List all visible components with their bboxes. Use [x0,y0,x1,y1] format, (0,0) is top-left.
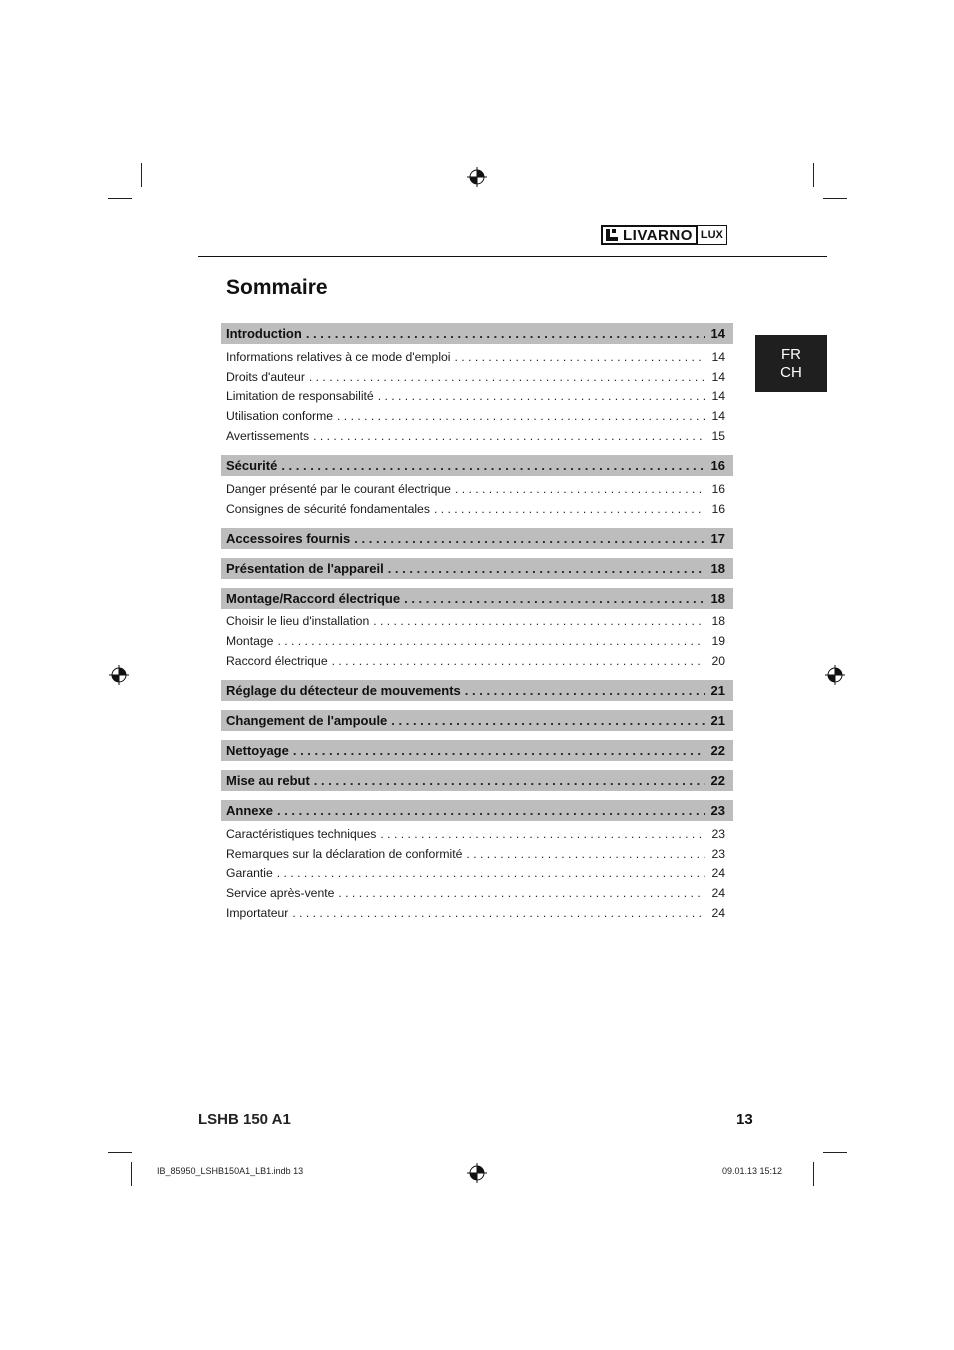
toc-section-page: 18 [710,590,725,606]
dot-leader [404,591,705,606]
toc-section-page: 22 [710,742,725,758]
toc-entry-label: Consignes de sécurité fondamentales [226,501,430,516]
dot-leader [277,803,705,818]
crop-mark [823,198,847,199]
logo-brand-text: LIVARNO [623,226,693,244]
toc-section-page: 22 [710,772,725,788]
toc-entry-page: 23 [711,846,725,861]
toc-entry-label: Choisir le lieu d'installation [226,614,370,629]
toc-entry[interactable] [221,612,733,632]
crop-mark [131,1162,132,1186]
toc-entry[interactable] [221,406,733,426]
dot-leader [338,886,705,900]
dot-leader [293,743,705,758]
toc-section-heading[interactable] [221,558,733,579]
dot-leader [313,429,705,443]
dot-leader [281,458,705,473]
dot-leader [380,827,705,841]
toc-entry-page: 24 [711,886,725,901]
toc-section-page: 18 [710,560,725,576]
toc-section-heading[interactable] [221,528,733,549]
toc-entry-list [221,476,733,519]
dot-leader [277,634,705,648]
toc-section-page: 14 [710,326,725,341]
toc-entry-page: 14 [711,389,725,404]
header-rule [198,256,827,257]
toc-entry[interactable] [221,367,733,387]
registration-mark-icon [467,1163,487,1183]
toc-entry[interactable] [221,347,733,367]
toc-entry-page: 15 [711,429,725,444]
toc-entry-label: Garantie [226,866,273,881]
toc-entry[interactable] [221,499,733,519]
dot-leader [332,654,705,668]
toc-entry-page: 14 [711,369,725,384]
toc-entry[interactable] [221,844,733,864]
toc-section-heading[interactable] [221,740,733,761]
toc-section [221,800,733,923]
toc-section-title: Présentation de l'appareil [226,560,384,576]
dot-leader [455,482,705,496]
dot-leader [354,531,705,546]
dot-leader [309,370,705,384]
toc-entry-page: 24 [711,906,725,921]
toc-entry-page: 14 [711,409,725,424]
toc-section-heading[interactable] [221,710,733,731]
toc-section-title: Nettoyage [226,742,289,758]
print-slug-file: IB_85950_LSHB150A1_LB1.indb 13 [157,1166,304,1176]
dot-leader [337,409,705,423]
dot-leader [292,906,705,920]
logo-sub-text: LUX [698,225,727,245]
toc-entry[interactable] [221,631,733,651]
toc-entry[interactable] [221,903,733,923]
logo-mark-icon [606,229,618,241]
logo-main [601,225,698,245]
page-title: Sommaire [226,276,328,299]
toc-section-page: 21 [710,712,725,728]
toc-section-page: 17 [710,530,725,546]
toc-entry-list [221,821,733,923]
toc-section-heading[interactable] [221,455,733,476]
toc-entry-label: Raccord électrique [226,654,328,669]
toc-entry[interactable] [221,864,733,884]
toc-section-page: 16 [710,457,725,473]
table-of-contents [221,323,733,932]
crop-mark [108,198,132,199]
toc-section-title: Mise au rebut [226,772,310,788]
toc-section-title: Introduction [226,326,302,341]
language-tab-line2: CH [780,363,802,381]
toc-entry-list [221,344,733,446]
crop-mark [813,163,814,187]
toc-entry-label: Informations relatives à ce mode d'emploi [226,349,451,364]
toc-entry-list [221,609,733,671]
toc-entry-page: 23 [711,826,725,841]
toc-entry-label: Droits d'auteur [226,369,305,384]
toc-entry-label: Montage [226,634,274,649]
registration-mark-icon [825,665,845,685]
print-slug-datetime: 09.01.13 15:12 [722,1166,783,1176]
toc-entry-label: Danger présenté par le courant électrique [226,481,451,496]
toc-entry-label: Remarques sur la déclaration de conformité [226,846,463,861]
toc-entry-label: Avertissements [226,429,310,444]
brand-logo [601,225,727,245]
toc-section-title: Accessoires fournis [226,530,351,546]
toc-section [221,740,733,761]
toc-entry-page: 24 [711,866,725,881]
toc-section [221,558,733,579]
dot-leader [314,773,705,788]
toc-entry-label: Importateur [226,906,289,921]
toc-section-heading[interactable] [221,680,733,701]
toc-section [221,455,733,519]
toc-section-page: 21 [710,682,725,698]
toc-section [221,323,733,446]
toc-section [221,528,733,549]
toc-entry-page: 20 [711,654,725,669]
toc-entry-page: 18 [711,614,725,629]
toc-entry-page: 14 [711,349,725,364]
dot-leader [434,502,705,516]
language-tab [755,335,827,392]
toc-section [221,710,733,731]
dot-leader [306,326,705,341]
toc-section-page: 23 [710,802,725,818]
toc-section-heading[interactable] [221,323,733,344]
dot-leader [373,614,705,628]
toc-section-heading[interactable] [221,800,733,821]
toc-entry[interactable] [221,824,733,844]
page-number: 13 [736,1111,753,1128]
dot-leader [465,683,705,698]
toc-section-title: Montage/Raccord électrique [226,590,401,606]
toc-entry-label: Caractéristiques techniques [226,826,377,841]
toc-entry[interactable] [221,651,733,671]
toc-entry-label: Utilisation conforme [226,409,334,424]
toc-section-heading[interactable] [221,588,733,609]
toc-entry-label: Limitation de responsabilité [226,389,374,404]
crop-mark [823,1152,847,1153]
toc-section [221,680,733,701]
dot-leader [391,713,705,728]
dot-leader [277,866,705,880]
dot-leader [388,561,705,576]
toc-entry-page: 16 [711,501,725,516]
toc-section [221,588,733,671]
toc-entry[interactable] [221,426,733,446]
dot-leader [466,847,705,861]
dot-leader [455,350,705,364]
toc-entry-page: 16 [711,481,725,496]
crop-mark [141,163,142,187]
crop-mark [813,1162,814,1186]
model-name: LSHB 150 A1 [198,1111,291,1128]
toc-section [221,770,733,791]
dot-leader [378,389,705,403]
registration-mark-icon [109,665,129,685]
toc-entry[interactable] [221,883,733,903]
toc-entry[interactable] [221,479,733,499]
crop-mark [108,1152,132,1153]
toc-entry-label: Service après-vente [226,886,335,901]
toc-entry[interactable] [221,387,733,407]
toc-section-title: Sécurité [226,457,278,473]
language-tab-line1: FR [781,345,801,363]
toc-entry-page: 19 [711,634,725,649]
toc-section-title: Réglage du détecteur de mouvements [226,682,461,698]
toc-section-title: Changement de l'ampoule [226,712,388,728]
toc-section-title: Annexe [226,802,273,818]
toc-section-heading[interactable] [221,770,733,791]
registration-mark-icon [467,167,487,187]
